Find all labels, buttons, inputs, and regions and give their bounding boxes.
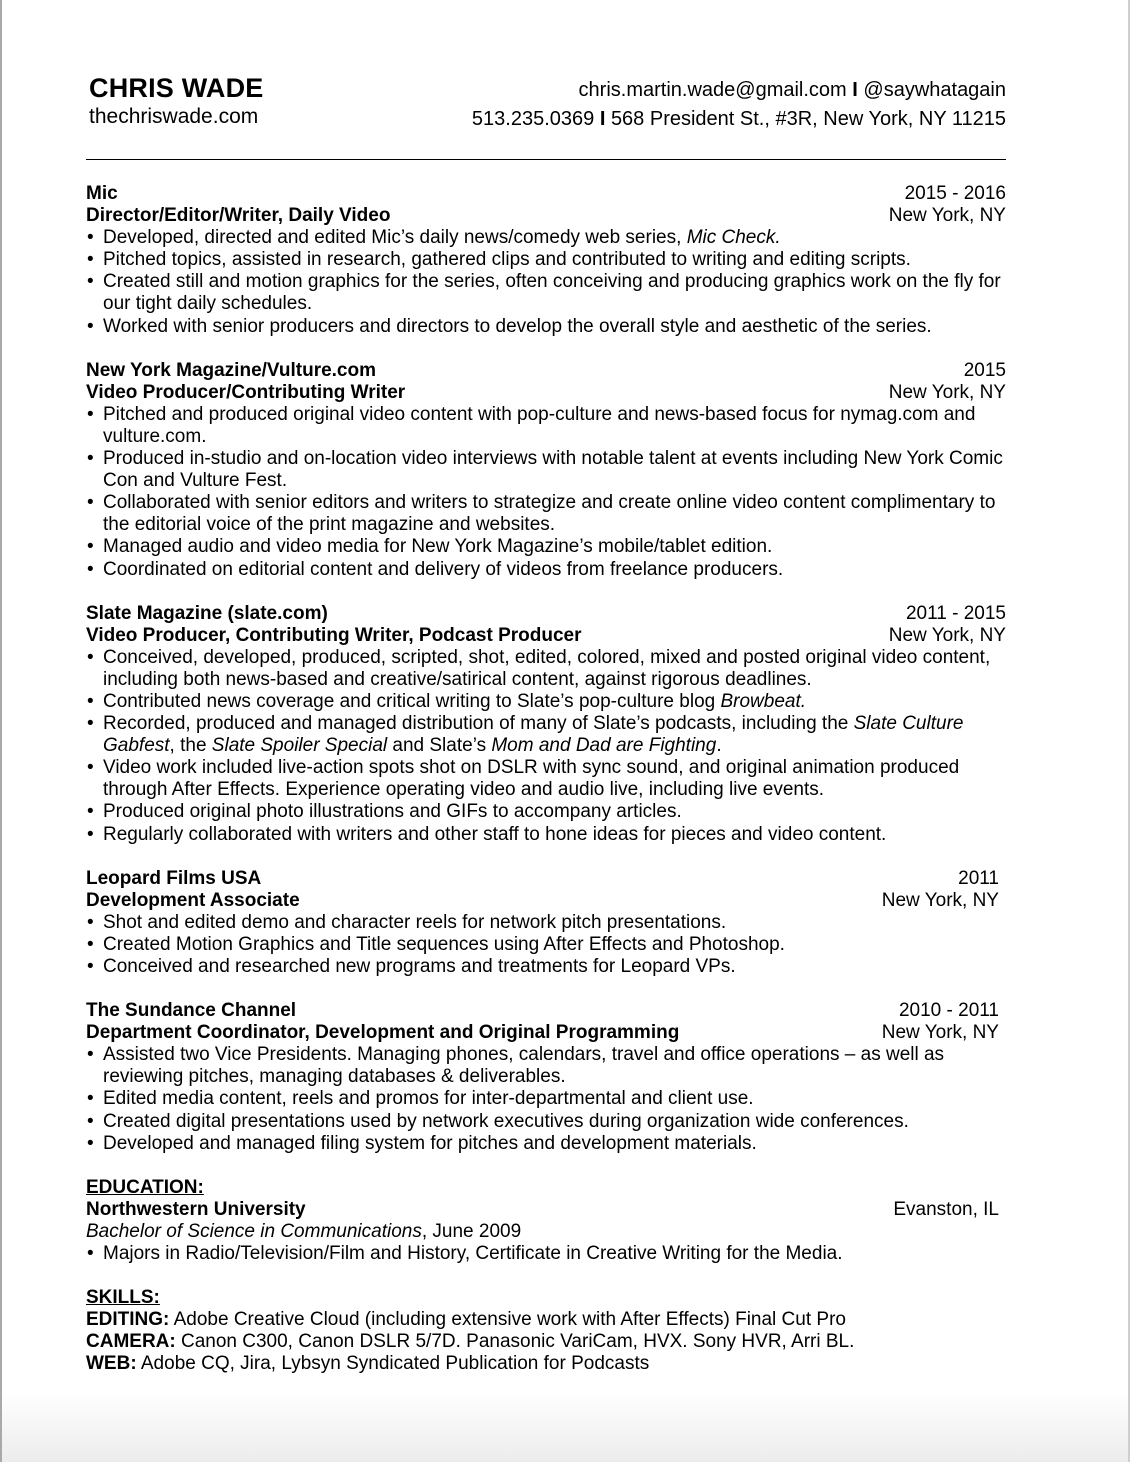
school-name: Northwestern University — [86, 1198, 306, 1220]
text-segment: Collaborated with senior editors and writers to strategize and create online video content complimentary to the editorial voice of the print magazine and websites. — [103, 492, 996, 536]
job-title-row — [86, 382, 1006, 404]
list-item — [86, 757, 1006, 801]
job-title-row — [86, 1022, 999, 1044]
list-item — [86, 934, 1006, 956]
italic-text: Slate Spoiler Special — [211, 735, 388, 757]
name-block — [89, 72, 264, 130]
skill-value: Canon C300, Canon DSLR 5/7D. Panasonic VariCam, HVX. Sony HVR, Arri BL. — [175, 1331, 855, 1353]
street-address: 568 President St., #3R, New York, NY 11215 — [610, 108, 1006, 130]
separator: I — [599, 108, 606, 130]
text-segment: . — [716, 735, 722, 757]
text-segment: Pitched topics, assisted in research, gathered clips and contributed to writing and editing scripts. — [103, 249, 911, 271]
job-bullets — [86, 227, 1006, 337]
company-name: Slate Magazine (slate.com) — [86, 602, 328, 624]
skill-label: EDITING: — [86, 1309, 170, 1331]
list-item — [86, 801, 1006, 823]
job-entry — [86, 868, 1006, 978]
italic-text: Mom and Dad are Fighting — [491, 735, 717, 757]
job-header-row — [86, 603, 1006, 625]
text-segment: Pitched and produced original video content with pop-culture and news-based focus for nymag.com and vulture.com. — [103, 403, 976, 447]
job-title: Department Coordinator, Development and Original Programming — [86, 1022, 680, 1044]
job-location: New York, NY — [888, 205, 1006, 227]
education-section — [86, 1177, 1006, 1265]
text-segment: Managed audio and video media for New York Magazine’s mobile/tablet edition. — [103, 536, 773, 558]
list-item — [86, 1133, 1006, 1155]
separator: I — [852, 79, 858, 101]
job-location: New York, NY — [881, 1022, 999, 1044]
job-location: New York, NY — [888, 381, 1006, 403]
job-location: New York, NY — [888, 624, 1006, 646]
text-segment: Video work included live-action spots shot on DSLR with sync sound, and original animation produced through After Effects. Experience operating video and audio live, including live events. — [103, 757, 960, 801]
job-location: New York, NY — [881, 889, 999, 911]
company-name: The Sundance Channel — [86, 1000, 297, 1022]
job-dates: 2011 - 2015 — [905, 602, 1006, 624]
list-item — [86, 956, 1006, 978]
text-segment: Edited media content, reels and promos for inter-departmental and client use. — [103, 1088, 754, 1110]
skill-value: Adobe CQ, Jira, Lybsyn Syndicated Publication for Podcasts — [136, 1353, 650, 1375]
job-title-row — [86, 625, 1006, 647]
text-segment: Conceived, developed, produced, scripted, shot, edited, colored, mixed and posted original video content, including both news-based and creative/satirical content, against rigorous deadlines. — [103, 646, 991, 690]
text-segment: and Slate’s — [387, 735, 492, 757]
text-segment: Produced in-studio and on-location video interviews with notable talent at events including New York Comic Con and Vulture Fest. — [103, 448, 1003, 492]
text-segment: Coordinated on editorial content and delivery of videos from freelance producers. — [103, 558, 784, 580]
text-segment: Created still and motion graphics for the series, often conceiving and producing graphics work on the fly for our tight daily schedules. — [103, 271, 1001, 315]
graduation-date: , June 2009 — [421, 1220, 522, 1242]
list-item — [86, 1111, 1006, 1133]
job-dates: 2015 — [963, 359, 1006, 381]
text-segment: Shot and edited demo and character reels for network pitch presentations. — [103, 911, 727, 933]
degree-name: Bachelor of Science in Communications — [86, 1220, 422, 1242]
text-segment: Assisted two Vice Presidents. Managing phones, calendars, travel and office operations – as well as reviewing pitches, managing databases & deliverables. — [103, 1044, 945, 1088]
skills-heading: SKILLS: — [86, 1287, 160, 1309]
contact-line-2 — [472, 105, 1006, 134]
list-item: • Majors in Radio/Television/Film and History, Certificate in Creative Writing for the Media. — [86, 1243, 1006, 1265]
list-item — [86, 912, 1006, 934]
contact-block — [472, 76, 1006, 134]
school-location: Evanston, IL — [893, 1198, 999, 1220]
italic-text: Browbeat. — [720, 690, 807, 712]
company-name: New York Magazine/Vulture.com — [86, 359, 377, 381]
list-item — [86, 271, 1006, 315]
list-item — [86, 492, 1006, 536]
list-item — [86, 227, 1006, 249]
job-title: Video Producer/Contributing Writer — [86, 381, 406, 403]
list-item — [86, 691, 1006, 713]
text-segment: Recorded, produced and managed distribution of many of Slate’s podcasts, including the — [103, 713, 854, 735]
skill-line — [86, 1353, 1006, 1375]
degree-line — [86, 1221, 1006, 1243]
skills-list — [86, 1309, 1006, 1375]
job-dates: 2010 - 2011 — [898, 1000, 999, 1022]
text-segment: Regularly collaborated with writers and other staff to hone ideas for pieces and video content. — [103, 823, 887, 845]
list-item — [86, 536, 1006, 558]
job-header-row — [86, 360, 1006, 382]
list-item — [86, 647, 1006, 691]
skills-section — [86, 1287, 1006, 1375]
text-segment: Developed and managed filing system for pitches and development materials. — [103, 1132, 757, 1154]
text-segment: Worked with senior producers and directors to develop the overall style and aesthetic of the series. — [103, 315, 932, 337]
resume-page — [86, 72, 1006, 1375]
phone-number: 513.235.0369 — [471, 108, 595, 130]
header-divider — [86, 159, 1006, 160]
skill-value: Adobe Creative Cloud (including extensive work with After Effects) Final Cut Pro — [169, 1309, 846, 1331]
list-item — [86, 1088, 1006, 1110]
job-entry — [86, 603, 1006, 846]
education-bullets — [86, 1243, 1006, 1265]
job-entry — [86, 1000, 1006, 1155]
education-row — [86, 1199, 999, 1221]
job-header-row — [86, 183, 1006, 205]
text-segment: Contributed news coverage and critical writing to Slate’s pop-culture blog — [103, 690, 721, 712]
job-entry — [86, 360, 1006, 581]
text-segment: Produced original photo illustrations and GIFs to accompany articles. — [103, 801, 682, 823]
job-bullets — [86, 912, 1006, 978]
list-item — [86, 404, 1006, 448]
skill-label: CAMERA: — [86, 1331, 176, 1353]
experience-section — [86, 183, 1006, 1155]
list-item — [86, 249, 1006, 271]
job-title: Development Associate — [86, 889, 300, 911]
job-dates: 2011 — [958, 867, 999, 889]
italic-text: Mic Check. — [686, 227, 781, 249]
text-segment: Created Motion Graphics and Title sequences using After Effects and Photoshop. — [103, 933, 785, 955]
social-handle[interactable]: @saywhatagain — [863, 79, 1006, 101]
job-header-row — [86, 868, 999, 890]
resume-header — [86, 72, 1006, 136]
job-title-row — [86, 205, 1006, 227]
email-link[interactable]: chris.martin.wade@gmail.com — [578, 79, 847, 101]
skill-line — [86, 1331, 1006, 1353]
candidate-name: CHRIS WADE — [89, 73, 264, 103]
page-border-left — [0, 0, 2, 1462]
company-name: Leopard Films USA — [86, 867, 262, 889]
website-link[interactable]: thechriswade.com — [89, 105, 259, 128]
job-entry — [86, 183, 1006, 338]
job-title: Director/Editor/Writer, Daily Video — [86, 205, 391, 227]
contact-line-1 — [472, 76, 1006, 105]
company-name: Mic — [86, 183, 118, 204]
list-item — [86, 1044, 1006, 1088]
job-dates: 2015 - 2016 — [904, 183, 1006, 204]
job-bullets — [86, 647, 1006, 846]
page-bottom-shadow — [2, 1392, 1128, 1462]
list-item — [86, 824, 1006, 846]
text-segment: Conceived and researched new programs and treatments for Leopard VPs. — [103, 956, 736, 977]
text-segment: Created digital presentations used by network executives during organization wide conferences. — [103, 1110, 909, 1132]
text-segment: Developed, directed and edited Mic’s daily news/comedy web series, — [103, 227, 687, 249]
job-bullets — [86, 1044, 1006, 1154]
list-item — [86, 559, 1006, 581]
skill-line — [86, 1309, 1006, 1331]
resume-body — [86, 183, 1006, 1376]
italic-text: Slate Culture Gabfest — [103, 713, 964, 757]
education-heading: EDUCATION: — [86, 1176, 204, 1198]
job-bullets — [86, 404, 1006, 581]
text-segment: , the — [169, 735, 212, 757]
list-item — [86, 448, 1006, 492]
job-title-row — [86, 890, 999, 912]
list-item — [86, 316, 1006, 338]
job-title: Video Producer, Contributing Writer, Podcast Producer — [86, 624, 582, 646]
list-item — [86, 713, 1006, 757]
skill-label: WEB: — [86, 1353, 137, 1375]
job-header-row — [86, 1000, 999, 1022]
